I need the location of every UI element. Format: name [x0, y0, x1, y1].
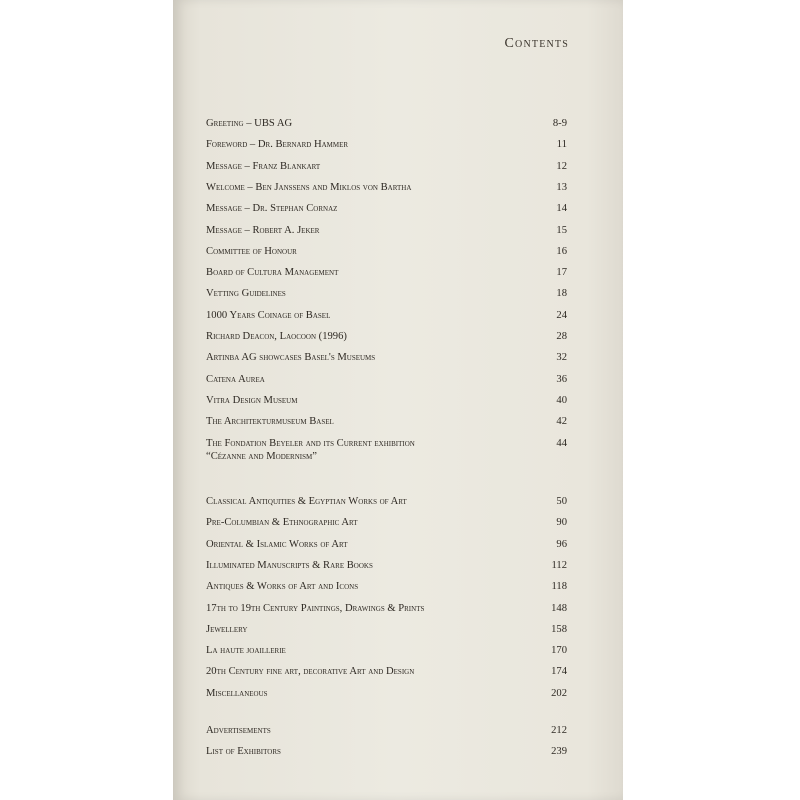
toc-entry-page-number: 12	[556, 160, 567, 172]
toc-entry[interactable]	[206, 351, 567, 364]
toc-entry-page-number: 32	[556, 352, 567, 364]
toc-entry[interactable]	[206, 287, 567, 300]
toc-entry[interactable]	[206, 495, 567, 508]
page-heading: Contents	[504, 36, 569, 51]
toc-entry-title: Foreword – Dr. Bernard Hammer	[206, 139, 349, 151]
book-page	[173, 0, 623, 800]
toc-entry[interactable]	[206, 373, 567, 386]
toc-entry-title: 1000 Years Coinage of Basel	[206, 309, 331, 321]
toc-entry-page-number: 112	[551, 559, 567, 571]
toc-entry-page-number: 96	[556, 538, 567, 550]
toc-entry[interactable]	[206, 181, 567, 194]
toc-entry-page-number: 36	[556, 373, 567, 385]
toc-entry[interactable]	[206, 745, 567, 758]
toc-entry[interactable]	[206, 559, 567, 572]
toc-entry[interactable]	[206, 623, 567, 636]
toc-entry-page-number: 14	[556, 203, 567, 215]
toc-entry-page-number: 212	[551, 725, 567, 736]
toc-entry[interactable]	[206, 602, 567, 615]
toc-entry-page-number: 90	[556, 517, 567, 529]
toc-entry-title: Message – Robert A. Jeker	[206, 224, 320, 236]
toc-entry-title: Message – Franz Blankart	[206, 160, 321, 172]
toc-entry[interactable]	[206, 687, 567, 700]
toc-entry[interactable]	[206, 538, 567, 551]
toc-entry-title: Miscellaneous	[206, 687, 268, 699]
toc-entry-title: Jewellery	[206, 623, 248, 635]
toc-entry-page-number: 50	[556, 496, 567, 507]
toc-entry-page-number: 158	[551, 623, 567, 635]
toc-entry-title: Pre-Columbian & Ethnographic Art	[206, 517, 358, 529]
toc-entry[interactable]	[206, 160, 567, 173]
toc-entry-title: Artinba AG showcases Basel's Museums	[206, 352, 376, 364]
toc-entry-title: 17th to 19th Century Paintings, Drawings & Prints	[206, 602, 425, 614]
toc-entry[interactable]	[206, 202, 567, 215]
toc-entry-page-number: 24	[556, 309, 567, 321]
toc-entry-title: Greeting – UBS AG	[206, 118, 293, 129]
toc-entry[interactable]	[206, 138, 567, 151]
toc-entry[interactable]	[206, 724, 567, 737]
toc-entry-title: Illuminated Manuscripts & Rare Books	[206, 559, 373, 571]
toc-entry-page-number: 44	[556, 437, 567, 449]
toc-entry-title: Advertisements	[206, 725, 271, 736]
toc-entry-page-number: 239	[551, 746, 567, 758]
toc-entry-page-number: 118	[551, 581, 567, 593]
toc-entry-page-number: 174	[551, 666, 567, 678]
toc-entry-title: Board of Cultura Management	[206, 267, 339, 279]
toc-entry-title: List of Exhibitors	[206, 746, 281, 758]
toc-entry[interactable]	[206, 415, 567, 428]
toc-entry-page-number: 170	[551, 645, 567, 657]
toc-entry[interactable]	[206, 516, 567, 529]
toc-entry[interactable]	[206, 245, 567, 258]
toc-entry[interactable]	[206, 394, 567, 407]
toc-entry-title: Committee of Honour	[206, 245, 297, 257]
toc-entry-page-number: 8-9	[552, 118, 567, 129]
toc-entry-page-number: 40	[556, 394, 567, 406]
toc-entry-title: Classical Antiquities & Egyptian Works of Art	[206, 496, 407, 507]
toc-entry-page-number: 42	[556, 416, 567, 428]
toc-entry-page-number: 17	[556, 267, 567, 279]
toc-entry-page-number: 148	[551, 602, 567, 614]
toc-entry-title: Vitra Design Museum	[206, 394, 298, 406]
toc-entry-title: Oriental & Islamic Works of Art	[206, 538, 348, 550]
toc-entry[interactable]	[206, 580, 567, 593]
toc-entry-page-number: 13	[556, 181, 567, 193]
toc-entry[interactable]	[206, 330, 567, 343]
toc-entry-title: Catena Aurea	[206, 373, 265, 385]
toc-entry-title: The Architekturmuseum Basel	[206, 416, 334, 428]
toc-entry[interactable]	[206, 117, 567, 130]
toc-entry[interactable]	[206, 665, 567, 678]
toc-entry-title: Welcome – Ben Janssens and Miklos von Bartha	[206, 181, 412, 193]
toc-entry-title: Richard Deacon, Laocoon (1996)	[206, 331, 347, 342]
toc-entry[interactable]	[206, 266, 567, 279]
toc-entry-title: The Fondation Beyeler and its Current exhibition “Cézanne and Modernism”	[206, 437, 415, 462]
toc-entry-page-number: 202	[551, 687, 567, 699]
toc-entry[interactable]	[206, 309, 567, 322]
toc-entry[interactable]	[206, 224, 567, 237]
toc-entry-title: Message – Dr. Stephan Cornaz	[206, 203, 338, 215]
toc-entry-title: La haute joaillerie	[206, 645, 286, 657]
toc-entry-page-number: 15	[556, 224, 567, 236]
toc-entry-page-number: 16	[556, 245, 567, 257]
toc-entry-page-number: 28	[556, 331, 567, 342]
toc-entry-title: 20th Century fine art, decorative Art and Design	[206, 666, 415, 678]
toc-entry-title: Antiques & Works of Art and Icons	[206, 581, 359, 593]
toc-entry-title: Vetting Guidelines	[206, 288, 286, 300]
toc-entry[interactable]	[206, 644, 567, 657]
toc-entry[interactable]	[206, 437, 567, 463]
toc-entry-page-number: 11	[556, 139, 567, 151]
toc-entry-page-number: 18	[556, 288, 567, 300]
